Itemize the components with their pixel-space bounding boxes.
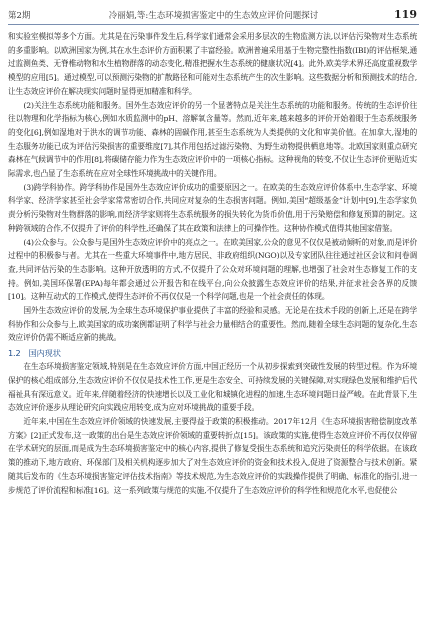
article-body [8,30,417,497]
section-number: 1.2 [8,348,21,359]
body-paragraph: 在生态环境损害鉴定领域,特别是在生态效应评价方面,中国正经历一个从初步探索到突破性发展的转型过程。作为环境保护的核心组成部分,生态效应评价不仅仅是技术性工作,更是生态安全、可持续发展的关键保障,对实现绿色发展和维护后代福祉具有深远意义。近年来,伴随着经济的快速增长以及工业化和城镇化进程的加速,生态环境问题日益严峻。在此背景下,生态效应评价逐步从理论研究向实践应用转变,成为应对环境挑战的重要手段。 [8,362,417,413]
body-paragraph: (4)公众参与。公众参与是国外生态效应评价中的亮点之一。在欧美国家,公众的意见不仅仅是被动倾听的对象,而是评价过程中的积极参与者。尤其在一些重大环境事件中,地方居民、非政府组织(NGO)以及专家团队往往通过社区会议和问卷调查,共同评估污染的生态影响。这种开放透明的方式,不仅提升了公众对环境问题的理解,也增强了社会对生态修复工作的支持。例如,美国环保署(EPA)每年都会通过公开报告和在线平台,向公众披露生态效应评价的结果,并征求社会各界的反馈[10]。这种互动式的工作模式,使得生态评价不再仅仅是一个科学问题,也是一个社会责任的体现。 [8,237,417,302]
section-heading [8,346,417,360]
body-paragraph: (2)关注生态系统功能和服务。国外生态效应评价的另一个显著特点是关注生态系统的功能和服务。传统的生态评价往往以物理和化学指标为核心,例如水质监测中的pH、溶解氧含量等。然而,近年来,越来越多的评价开始着眼于生态系统服务的变化[6],例如湿地对于洪水的调节功能、森林的固碳作用,甚至生态系统为人类提供的文化和审美价值。在加拿大,湿地的生态服务功能已成为评估污染损害的重要维度[7],其作用包括过滤污染物、为野生动物提供栖息地等。北欧国家则重点研究森林在气候调节中的作用[8],将碳储存能力作为生态效应评价中的一项核心指标。这种视角的转变,不仅让生态评价更贴近实际需求,也凸显了生态系统在应对全球性环境挑战中的关键作用。 [8,100,417,179]
header-rule [8,24,419,25]
running-title: 冷丽娟,等:生态环境损害鉴定中的生态效应评价问题探讨 [108,11,319,21]
page-number: 119 [394,8,417,21]
page-header [0,0,427,28]
body-paragraph: 国外生态效应评价的发展,为全球生态环境保护事业提供了丰富的经验和灵感。无论是在技术手段的创新上,还是在跨学科协作和公众参与上,欧美国家的成功案例都证明了科学与社会力量相结合的重要性。然而,随着全球生态问题的复杂化,生态效应评价仍需不断适应新的挑战。 [8,306,417,343]
journal-issue: 第2期 [8,11,31,21]
body-paragraph: 和实验室模拟等多个方面。尤其是在污染事件发生后,科学家们通常会采用多层次的生物监测方法,以评估污染物对生态系统的多重影响。以欧洲国家为例,其在水生态评价方面积累了丰富经验。欧洲普遍采用基于生物完整性指数(IBI)的评估框架,通过监测鱼类、无脊椎动物和水生植物群落的动态变化,精准把握水生态系统的健康状况[4]。此外,欧美学术界还高度重视数学模型的应用[5]。通过模型,可以预测污染物的扩散路径和可能对生态系统产生的次生影响。这些数据分析和预测技术的结合,让生态效应评价在解决现实问题时显得更加精准和科学。 [8,32,417,96]
section-title: 国内现状 [28,348,61,359]
body-paragraph: (3)跨学科协作。跨学科协作是国外生态效应评价成功的重要原因之一。在欧美的生态效应评价体系中,生态学家、环境科学家、经济学家甚至社会学家常常密切合作,共同应对复杂的生态损害问题。例如,美国“超级基金”计划中[9],生态学家负责分析污染物对生物群落的影响,而经济学家则将生态系统服务的损失转化为货币价值,用于污染赔偿和修复预算的制定。这种跨领域的合作,不仅提升了评价的科学性,还确保了其在政策和法律上的可操作性。这种协作模式值得其他国家借鉴。 [8,182,417,233]
body-paragraph: 近年来,中国在生态效应评价领域的快速发展,主要得益于政策的积极推动。2017年12月《生态环境损害赔偿制度改革方案》[2]正式发布,这一政策的出台是生态效应评价领域的重要转折点[15]。该政策的实施,使得生态效应评价不再仅仅停留在学术研究的层面,而是成为生态环境损害鉴定中的核心内容,提供了修复受损生态系统和追究污染责任的科学依据。在该政策的推动下,地方政府、环保部门及相关机构逐步加大了对生态效应评价的资金和技术投入,促进了资源整合与技术创新。紧随其后发布的《生态环境损害鉴定评估技术指南》等技术规范,为生态效应评价的实践操作提供了明确、标准化的指引,进一步规范了评价流程和标准[16]。这一系列政策与规范的实施,不仅提升了生态效应评价的科学性和规范化水平,也促使公 [8,416,417,495]
